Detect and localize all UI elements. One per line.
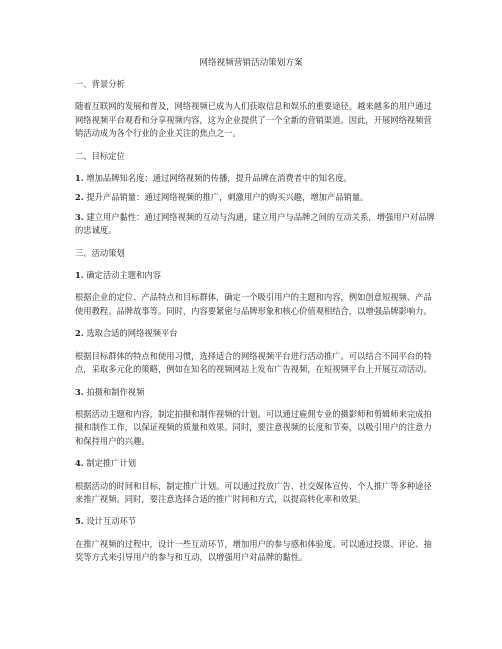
goal-item bbox=[75, 191, 435, 204]
goal-item-text: 建立用户黏性：通过网络视频的互动与沟通，建立用户与品牌之间的互动关系，增强用户对品牌的忠诚度。 bbox=[75, 211, 435, 236]
goal-item-number: 3. bbox=[75, 211, 84, 222]
plan-item-heading bbox=[75, 386, 435, 399]
goal-item-text: 提升产品销量：通过网络视频的推广，刺激用户的购买兴趣，增加产品销量。 bbox=[86, 192, 369, 203]
plan-item-paragraph: 根据活动的时间和目标，制定推广计划。可以通过投放广告、社交媒体宣传、个人推广等多种途径来推广视频。同时，要注意选择合适的推广时间和方式，以提高转化率和效果。 bbox=[75, 480, 432, 504]
section-heading-planning: 三、活动策划 bbox=[75, 247, 125, 258]
section-paragraph-background: 随着互联网的发展和普及，网络视频已成为人们获取信息和娱乐的重要途径。越来越多的用户通过网络视频平台观看和分享视频内容，这为企业提供了一个全新的营销渠道。因此，开展网络视频营销活动成为各个行业的企业关注的焦点之一。 bbox=[75, 101, 432, 139]
plan-item-title: 设计互动环节 bbox=[86, 516, 137, 527]
goal-item bbox=[75, 211, 435, 238]
plan-item-number: 1. bbox=[75, 270, 84, 281]
plan-item-number: 3. bbox=[75, 386, 84, 397]
plan-item-number: 4. bbox=[75, 458, 84, 469]
document-body bbox=[75, 78, 435, 565]
plan-item-paragraph: 在推广视频的过程中，设计一些互动环节，增加用户的参与感和体验度。可以通过投票、评论、抽奖等方式来引导用户的参与和互动，以增强用户对品牌的黏性。 bbox=[75, 538, 432, 563]
plan-item-number: 5. bbox=[75, 516, 84, 527]
document-title: 网络视频营销活动策划方案 bbox=[199, 58, 303, 68]
goal-item-number: 2. bbox=[75, 192, 84, 203]
plan-item-paragraph: 根据企业的定位、产品特点和目标群体，确定一个吸引用户的主题和内容，例如创意短视频、产品使用教程、品牌故事等。同时，内容要紧密与品牌形象和核心价值观相结合，以增强品牌影响力。 bbox=[75, 292, 432, 316]
plan-item-paragraph: 根据目标群体的特点和使用习惯，选择适合的网络视频平台进行活动推广。可以结合不同平台的特点，采取多元化的策略，例如在知名的视频网站上发布广告视频，在短视频平台上开展互动活动。 bbox=[75, 350, 432, 375]
goal-item-text: 增加品牌知名度：通过网络视频的传播，提升品牌在消费者中的知名度。 bbox=[86, 173, 352, 184]
plan-item-heading bbox=[75, 515, 435, 528]
goal-item-number: 1. bbox=[75, 173, 84, 184]
plan-item-heading bbox=[75, 457, 435, 470]
plan-item-title: 选取合适的网络视频平台 bbox=[86, 328, 178, 339]
plan-item-title: 拍摄和制作视频 bbox=[86, 386, 145, 397]
plan-item-number: 2. bbox=[75, 328, 84, 339]
plan-item-heading bbox=[75, 269, 435, 282]
section-heading-goals: 二、目标定位 bbox=[75, 150, 125, 161]
plan-item-heading bbox=[75, 327, 435, 340]
plan-item-paragraph: 根据活动主题和内容，制定拍摄和制作视频的计划。可以通过雇佣专业的摄影师和剪辑师来完成拍摄和制作工作，以保证视频的质量和效果。同时，要注意视频的长度和节奏，以吸引用户的注意力和保持用户的兴趣。 bbox=[75, 408, 432, 446]
section-heading-background: 一、背景分析 bbox=[75, 79, 125, 89]
plan-item-title: 确定活动主题和内容 bbox=[86, 270, 161, 281]
plan-item-title: 制定推广计划 bbox=[86, 458, 137, 469]
goal-item bbox=[75, 172, 435, 185]
